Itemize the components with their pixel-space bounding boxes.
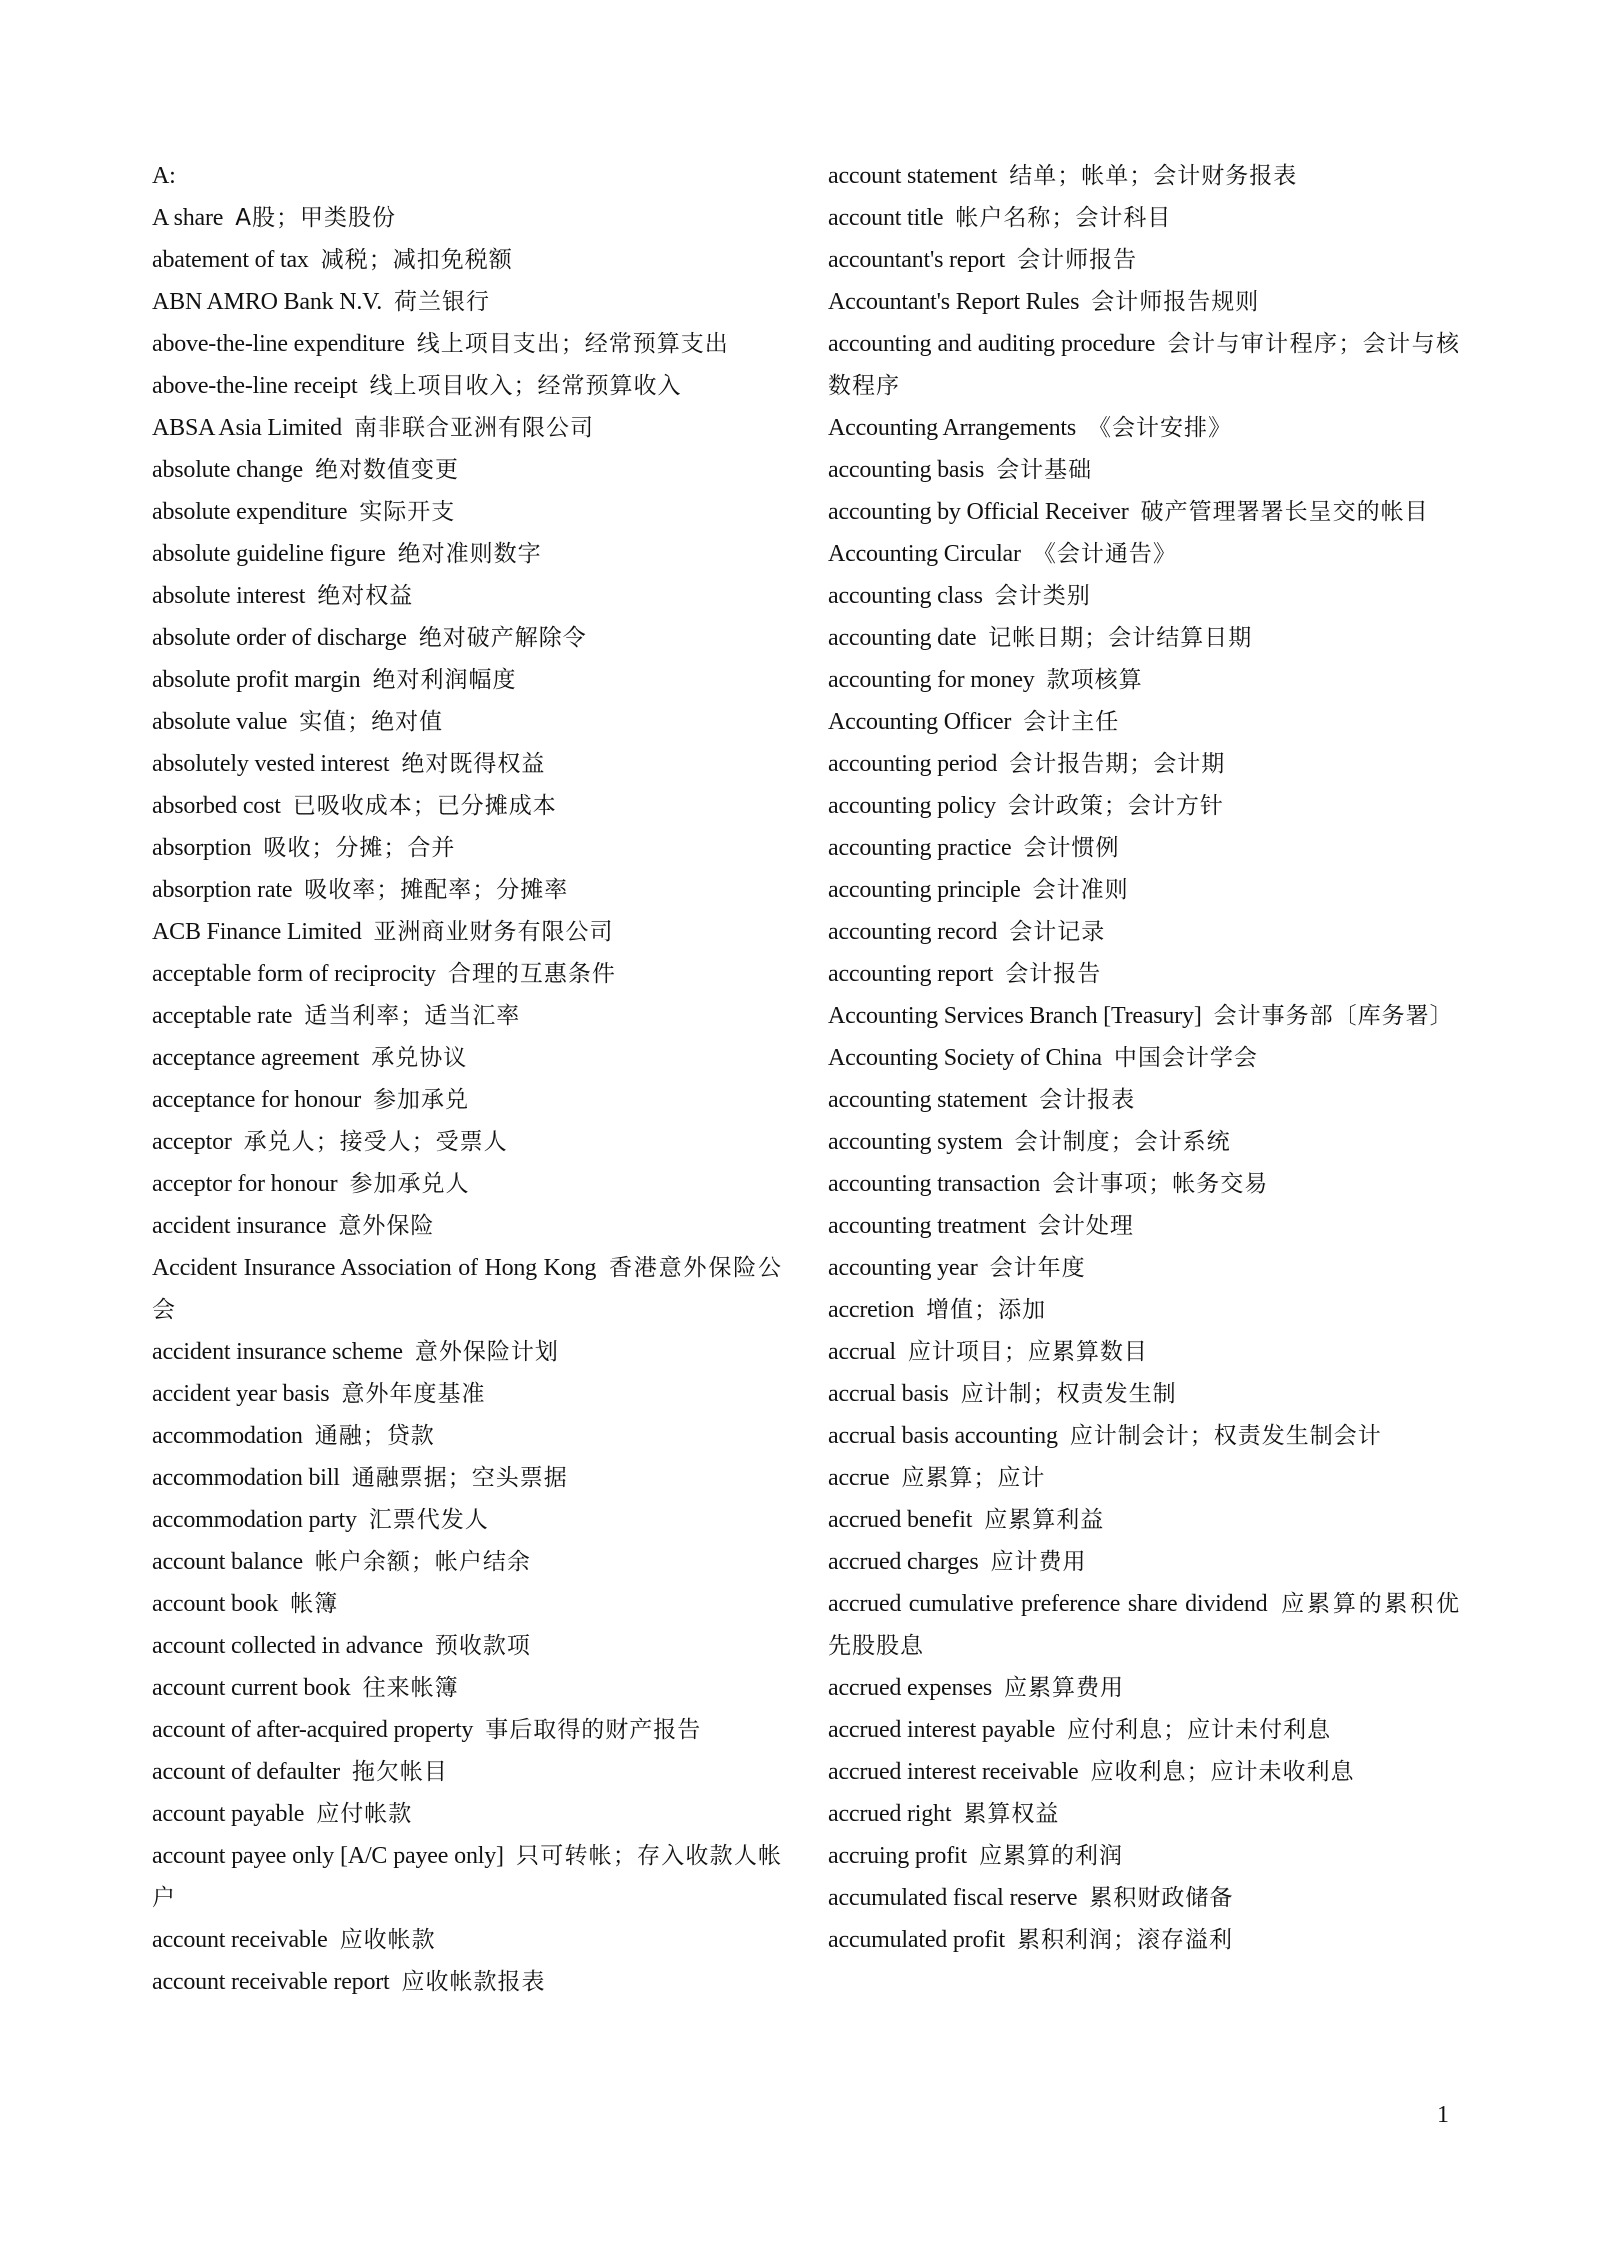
glossary-entry <box>828 1667 1460 1709</box>
entry-translation: 中国会计学会 <box>1113 1045 1258 1071</box>
entry-term: absolute interest <box>152 583 306 609</box>
glossary-entry <box>828 1079 1460 1121</box>
entry-translation: 应计项目；应累算数目 <box>907 1339 1148 1365</box>
glossary-entry <box>152 197 782 239</box>
entry-term: accrual <box>828 1339 896 1365</box>
entry-term: absolutely vested interest <box>152 751 390 777</box>
entry-translation: 会计报表 <box>1039 1087 1136 1113</box>
entry-translation: 会计记录 <box>1009 919 1106 945</box>
entry-term: absolute guideline figure <box>152 541 386 567</box>
entry-term: accommodation bill <box>152 1465 340 1491</box>
entry-translation: 会计年度 <box>989 1255 1086 1281</box>
entry-term: accountant's report <box>828 247 1006 273</box>
glossary-entry <box>152 449 782 491</box>
glossary-entry <box>828 1205 1460 1247</box>
entry-term: accrue <box>828 1465 890 1491</box>
entry-translation: 应累算费用 <box>1004 1675 1125 1701</box>
glossary-entry <box>828 1457 1460 1499</box>
entry-translation: 只可转帐；存入收款人帐户 <box>152 1843 783 1911</box>
entry-translation: 意外保险计划 <box>414 1339 559 1365</box>
entry-term: account receivable report <box>152 1969 390 1995</box>
entry-term: accounting year <box>828 1255 978 1281</box>
entry-translation: 合理的互惠条件 <box>447 961 616 987</box>
entry-term: account current book <box>152 1675 351 1701</box>
glossary-entry <box>152 1457 782 1499</box>
glossary-entry <box>152 1163 782 1205</box>
entry-term: accounting record <box>828 919 998 945</box>
glossary-entry <box>152 1331 782 1373</box>
glossary-entry <box>152 407 782 449</box>
glossary-entry <box>152 1625 782 1667</box>
entry-translation: 会计惯例 <box>1023 835 1120 861</box>
glossary-entry <box>828 575 1460 617</box>
entry-translation: 会计师报告 <box>1017 247 1138 273</box>
entry-term: Accounting Services Branch [Treasury] <box>828 1003 1202 1029</box>
entry-term: accounting treatment <box>828 1213 1026 1239</box>
entry-translation: 承兑协议 <box>371 1045 468 1071</box>
entry-term: accrued cumulative preference share dividend <box>828 1591 1268 1617</box>
glossary-column-right <box>828 155 1460 1961</box>
entry-term: absorbed cost <box>152 793 281 819</box>
entry-translation: 荷兰银行 <box>394 289 490 315</box>
entry-translation: 帐户名称；会计科目 <box>955 205 1172 231</box>
entry-term: accrued right <box>828 1801 952 1827</box>
entry-translation: 会计报告 <box>1005 961 1102 987</box>
entry-translation: A股；甲类股份 <box>235 205 396 231</box>
entry-term: accretion <box>828 1297 915 1323</box>
entry-translation: 亚洲商业财务有限公司 <box>373 919 614 945</box>
entry-translation: 事后取得的财产报告 <box>485 1717 702 1743</box>
glossary-entry <box>828 911 1460 953</box>
glossary-entry <box>152 743 782 785</box>
entry-translation: 绝对利润幅度 <box>372 667 517 693</box>
entry-translation: 适当利率；适当汇率 <box>304 1003 521 1029</box>
entry-translation: 会计类别 <box>994 583 1091 609</box>
entry-translation: 拖欠帐目 <box>351 1759 448 1785</box>
glossary-entry <box>152 1583 782 1625</box>
glossary-entry <box>828 491 1460 533</box>
entry-term: above-the-line expenditure <box>152 331 405 357</box>
entry-translation: 意外保险 <box>338 1213 435 1239</box>
entry-term: account book <box>152 1591 279 1617</box>
entry-term: accrued expenses <box>828 1675 993 1701</box>
entry-term: absorption rate <box>152 877 293 903</box>
glossary-entry <box>828 1541 1460 1583</box>
glossary-entry <box>828 1751 1460 1793</box>
entry-term: Accident Insurance Association of Hong Kong <box>152 1255 597 1281</box>
glossary-entry <box>828 1289 1460 1331</box>
glossary-entry <box>828 1247 1460 1289</box>
entry-translation: 应计制；权责发生制 <box>960 1381 1177 1407</box>
glossary-entry <box>152 1835 782 1919</box>
entry-translation: 参加承兑 <box>373 1087 470 1113</box>
glossary-entry <box>152 1751 782 1793</box>
glossary-entry <box>152 659 782 701</box>
entry-term: accident year basis <box>152 1381 330 1407</box>
entry-term: ABN AMRO Bank N.V. <box>152 289 382 315</box>
entry-translation: 应付帐款 <box>316 1801 413 1827</box>
entry-translation: 帐簿 <box>290 1591 339 1617</box>
entry-term: Accounting Society of China <box>828 1045 1102 1071</box>
entry-translation: 绝对既得权益 <box>401 751 546 777</box>
glossary-entry <box>828 1163 1460 1205</box>
glossary-entry <box>828 1037 1460 1079</box>
glossary-entry <box>828 995 1460 1037</box>
entry-term: ABSA Asia Limited <box>152 415 342 441</box>
entry-term: Accountant's Report Rules <box>828 289 1080 315</box>
glossary-entry <box>828 617 1460 659</box>
entry-translation: 应收帐款 <box>339 1927 436 1953</box>
glossary-entry <box>828 1835 1460 1877</box>
entry-translation: 应收利息；应计未收利息 <box>1090 1759 1355 1785</box>
entry-translation: 应累算的累积优先股股息 <box>828 1591 1461 1659</box>
entry-translation: 累算权益 <box>963 1801 1060 1827</box>
entry-term: accounting policy <box>828 793 996 819</box>
glossary-entry <box>152 365 782 407</box>
entry-translation: 通融；贷款 <box>314 1423 435 1449</box>
entry-translation: 会计师报告规则 <box>1091 289 1260 315</box>
glossary-entry <box>152 1541 782 1583</box>
glossary-entry <box>828 1121 1460 1163</box>
entry-term: accrued benefit <box>828 1507 973 1533</box>
entry-term: accrued interest receivable <box>828 1759 1079 1785</box>
entry-translation: 已吸收成本；已分摊成本 <box>292 793 557 819</box>
glossary-entry <box>828 869 1460 911</box>
entry-term: account statement <box>828 163 998 189</box>
glossary-entry <box>828 953 1460 995</box>
entry-term: accrued interest payable <box>828 1717 1056 1743</box>
entry-translation: 会计处理 <box>1037 1213 1134 1239</box>
entry-translation: 减税；减扣免税额 <box>320 247 513 273</box>
entry-term: absolute expenditure <box>152 499 348 525</box>
entry-term: absolute profit margin <box>152 667 361 693</box>
glossary-entries-right <box>828 155 1460 1961</box>
entry-translation: 香港意外保险公会 <box>152 1255 782 1323</box>
entry-term: acceptor <box>152 1129 232 1155</box>
entry-translation: 意外年度基准 <box>341 1381 486 1407</box>
glossary-entry <box>152 1121 782 1163</box>
entry-translation: 会计事务部〔库务署〕 <box>1213 1003 1454 1029</box>
glossary-entry <box>152 953 782 995</box>
entry-translation: 南非联合亚洲有限公司 <box>353 415 594 441</box>
entry-term: A share <box>152 205 224 231</box>
entry-translation: 应计费用 <box>990 1549 1087 1575</box>
entry-term: ACB Finance Limited <box>152 919 362 945</box>
entry-term: Accounting Arrangements <box>828 415 1076 441</box>
entry-term: accounting class <box>828 583 983 609</box>
glossary-entry <box>828 1583 1460 1667</box>
entry-translation: 绝对破产解除令 <box>418 625 587 651</box>
entry-translation: 应累算利益 <box>984 1507 1105 1533</box>
entry-translation: 应累算的利润 <box>978 1843 1123 1869</box>
glossary-entry <box>152 1919 782 1961</box>
entry-term: accounting practice <box>828 835 1012 861</box>
entry-translation: 会计主任 <box>1023 709 1120 735</box>
entry-term: absolute order of discharge <box>152 625 407 651</box>
glossary-entry <box>828 1877 1460 1919</box>
entry-term: accrued charges <box>828 1549 979 1575</box>
entry-term: account payee only [A/C payee only] <box>152 1843 504 1869</box>
glossary-entry <box>828 239 1460 281</box>
glossary-entry <box>152 1709 782 1751</box>
entry-translation: 参加承兑人 <box>349 1171 470 1197</box>
entry-term: Accounting Circular <box>828 541 1021 567</box>
entry-term: accident insurance <box>152 1213 327 1239</box>
glossary-entry <box>152 1037 782 1079</box>
entry-term: accrual basis <box>828 1381 949 1407</box>
entry-translation: 帐户余额；帐户结余 <box>314 1549 531 1575</box>
entry-translation: 吸收率；摊配率；分摊率 <box>304 877 569 903</box>
entry-term: account of defaulter <box>152 1759 340 1785</box>
glossary-entry <box>828 659 1460 701</box>
glossary-entry <box>828 701 1460 743</box>
glossary-entry <box>152 995 782 1037</box>
entry-term: acceptable form of reciprocity <box>152 961 436 987</box>
entry-translation: 预收款项 <box>434 1633 531 1659</box>
entry-term: accrual basis accounting <box>828 1423 1058 1449</box>
entry-term: accounting basis <box>828 457 985 483</box>
glossary-entries-left <box>152 197 782 2003</box>
entry-term: accounting report <box>828 961 994 987</box>
glossary-entry <box>152 701 782 743</box>
glossary-entry <box>828 785 1460 827</box>
entry-translation: 往来帐簿 <box>362 1675 459 1701</box>
glossary-column-left <box>152 155 782 2003</box>
entry-term: absolute value <box>152 709 288 735</box>
entry-translation: 通融票据；空头票据 <box>351 1465 568 1491</box>
entry-translation: 结单；帐单；会计财务报表 <box>1009 163 1298 189</box>
glossary-entry <box>828 323 1460 407</box>
glossary-entry <box>828 1331 1460 1373</box>
glossary-entry <box>152 1667 782 1709</box>
entry-term: account receivable <box>152 1927 328 1953</box>
entry-translation: 吸收；分摊；合并 <box>263 835 456 861</box>
entry-term: accommodation party <box>152 1507 357 1533</box>
entry-translation: 承兑人；接受人；受票人 <box>243 1129 508 1155</box>
glossary-entry <box>152 1961 782 2003</box>
glossary-entry <box>828 1793 1460 1835</box>
entry-translation: 应计制会计；权责发生制会计 <box>1069 1423 1382 1449</box>
entry-translation: 破产管理署署长呈交的帐目 <box>1140 499 1429 525</box>
glossary-entry <box>828 1373 1460 1415</box>
glossary-entry <box>152 617 782 659</box>
glossary-entry <box>828 281 1460 323</box>
entry-translation: 实值；绝对值 <box>299 709 444 735</box>
glossary-entry <box>152 827 782 869</box>
entry-translation: 会计准则 <box>1032 877 1129 903</box>
glossary-entry <box>828 1709 1460 1751</box>
entry-translation: 线上项目收入；经常预算收入 <box>369 373 682 399</box>
glossary-entry <box>828 155 1460 197</box>
glossary-entry <box>152 575 782 617</box>
entry-translation: 应收帐款报表 <box>401 1969 546 1995</box>
glossary-entry <box>152 1205 782 1247</box>
entry-term: accounting transaction <box>828 1171 1041 1197</box>
entry-translation: 会计报告期；会计期 <box>1009 751 1226 777</box>
glossary-entry <box>152 1373 782 1415</box>
entry-translation: 会计事项；帐务交易 <box>1052 1171 1269 1197</box>
glossary-entry <box>828 743 1460 785</box>
entry-translation: 绝对数值变更 <box>314 457 459 483</box>
entry-term: accommodation <box>152 1423 303 1449</box>
entry-translation: 累积财政储备 <box>1089 1885 1234 1911</box>
entry-term: account payable <box>152 1801 305 1827</box>
page-number: 1 <box>1437 2102 1449 2128</box>
entry-translation: 记帐日期；会计结算日期 <box>988 625 1253 651</box>
entry-translation: 会计制度；会计系统 <box>1014 1129 1231 1155</box>
entry-term: acceptance for honour <box>152 1087 362 1113</box>
entry-term: accumulated fiscal reserve <box>828 1885 1078 1911</box>
entry-term: accruing profit <box>828 1843 967 1869</box>
glossary-entry <box>152 869 782 911</box>
glossary-entry <box>152 1793 782 1835</box>
entry-term: acceptance agreement <box>152 1045 360 1071</box>
entry-term: accounting date <box>828 625 977 651</box>
glossary-entry <box>828 827 1460 869</box>
glossary-entry <box>152 785 782 827</box>
glossary-entry <box>152 1499 782 1541</box>
entry-term: abatement of tax <box>152 247 309 273</box>
glossary-entry <box>152 1247 782 1331</box>
entry-translation: 应累算；应计 <box>901 1465 1046 1491</box>
entry-term: account of after-acquired property <box>152 1717 474 1743</box>
entry-translation: 绝对准则数字 <box>397 541 542 567</box>
entry-term: accounting and auditing procedure <box>828 331 1156 357</box>
entry-term: accounting principle <box>828 877 1021 903</box>
entry-translation: 线上项目支出；经常预算支出 <box>416 331 729 357</box>
entry-translation: 《会计安排》 <box>1088 415 1232 441</box>
glossary-entry <box>152 323 782 365</box>
glossary-entry <box>152 491 782 533</box>
entry-term: accounting statement <box>828 1087 1028 1113</box>
entry-term: accumulated profit <box>828 1927 1005 1953</box>
entry-translation: 绝对权益 <box>317 583 414 609</box>
entry-term: absolute change <box>152 457 303 483</box>
entry-translation: 款项核算 <box>1046 667 1143 693</box>
entry-translation: 《会计通告》 <box>1032 541 1177 567</box>
entry-term: acceptable rate <box>152 1003 293 1029</box>
entry-term: Accounting Officer <box>828 709 1012 735</box>
entry-term: acceptor for honour <box>152 1171 338 1197</box>
entry-translation: 应付利息；应计未付利息 <box>1067 1717 1332 1743</box>
entry-term: accounting period <box>828 751 998 777</box>
section-heading: A: <box>152 163 176 189</box>
glossary-entry <box>152 911 782 953</box>
entry-term: account collected in advance <box>152 1633 423 1659</box>
glossary-entry <box>828 449 1460 491</box>
entry-term: accounting for money <box>828 667 1035 693</box>
glossary-entry <box>828 197 1460 239</box>
entry-translation: 累积利润；滚存溢利 <box>1017 1927 1233 1953</box>
entry-translation: 会计基础 <box>996 457 1093 483</box>
entry-term: above-the-line receipt <box>152 373 358 399</box>
glossary-entry <box>152 239 782 281</box>
entry-term: account title <box>828 205 944 231</box>
glossary-entry <box>152 1415 782 1457</box>
glossary-entry <box>828 1499 1460 1541</box>
entry-term: accident insurance scheme <box>152 1339 403 1365</box>
glossary-entry <box>828 1415 1460 1457</box>
entry-translation: 会计与审计程序；会计与核数程序 <box>828 331 1460 399</box>
glossary-entry <box>152 1079 782 1121</box>
entry-translation: 会计政策；会计方针 <box>1007 793 1224 819</box>
glossary-entry <box>152 281 782 323</box>
entry-translation: 实际开支 <box>359 499 456 525</box>
entry-term: accounting system <box>828 1129 1003 1155</box>
entry-term: absorption <box>152 835 252 861</box>
entry-term: accounting by Official Receiver <box>828 499 1129 525</box>
glossary-entry <box>828 1919 1460 1961</box>
entry-translation: 增值；添加 <box>926 1297 1047 1323</box>
glossary-entry <box>152 533 782 575</box>
entry-translation: 汇票代发人 <box>368 1507 489 1533</box>
entry-term: account balance <box>152 1549 303 1575</box>
glossary-entry <box>828 533 1460 575</box>
glossary-entry <box>828 407 1460 449</box>
